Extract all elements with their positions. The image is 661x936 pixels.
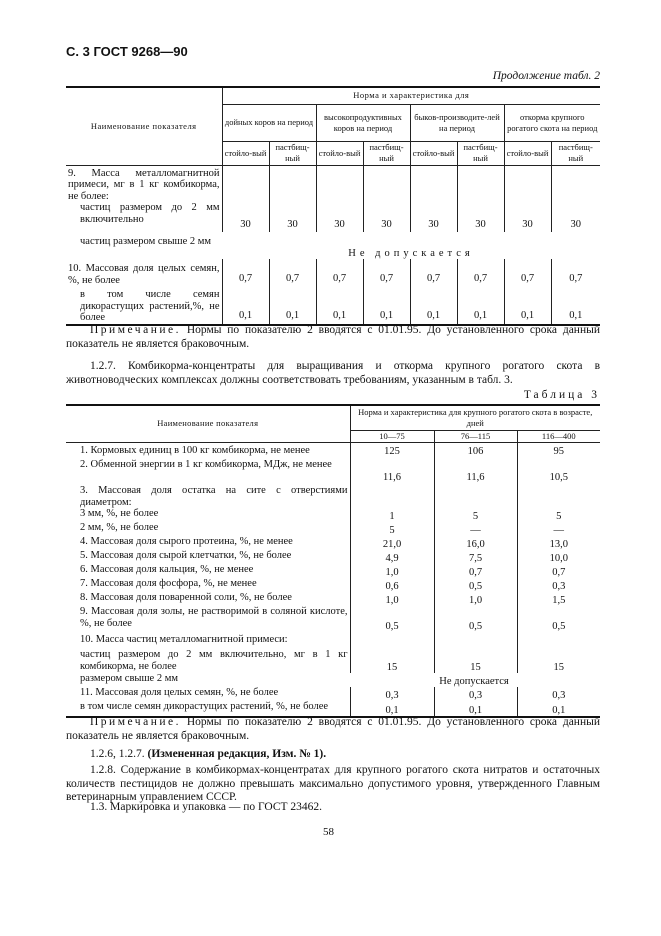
cell-value: 15 bbox=[350, 647, 434, 673]
row-label: 10. Массовая доля целых семян, %, не более bbox=[68, 263, 220, 286]
table-row bbox=[66, 442, 600, 457]
row-label: 4. Массовая доля сырого протеина, %, не менее bbox=[80, 536, 293, 547]
t2-group-header: откорма крупного рогатого скота на период bbox=[504, 104, 600, 141]
cell-value: 7,5 bbox=[434, 550, 517, 564]
cell-value: 0,1 bbox=[410, 286, 457, 325]
cell-value: 0,5 bbox=[434, 578, 517, 592]
cell-value: 0,1 bbox=[504, 286, 551, 325]
row-label: размером свыше 2 мм bbox=[80, 673, 178, 684]
cell-value: 125 bbox=[350, 442, 434, 457]
row-label: 3 мм, %, не более bbox=[80, 508, 159, 519]
table-row bbox=[66, 550, 600, 564]
cell-merged: Не допускается bbox=[348, 247, 474, 259]
cell-value: 0,7 bbox=[222, 259, 269, 286]
cell-value: 0,7 bbox=[551, 259, 600, 286]
cell-value: 30 bbox=[551, 202, 600, 232]
page-header: С. 3 ГОСТ 9268—90 bbox=[66, 44, 188, 59]
row-label: 11. Массовая доля целых семян, %, не более bbox=[80, 687, 279, 698]
cell-value: 1,5 bbox=[517, 592, 600, 606]
t3-age-header: 76—115 bbox=[434, 430, 517, 442]
cell-value: 10,5 bbox=[517, 457, 600, 483]
table-row bbox=[66, 632, 600, 647]
t2-group-header: быков-производите-лей на период bbox=[410, 104, 504, 141]
cell-value: 0,1 bbox=[363, 286, 410, 325]
table-row bbox=[66, 687, 600, 701]
table-continuation-label: Продолжение табл. 2 bbox=[492, 70, 600, 82]
cell-value: — bbox=[434, 522, 517, 536]
t2-sub-header: пастбищ-ный bbox=[551, 141, 600, 165]
row-label: 2 мм, %, не более bbox=[80, 522, 159, 533]
paragraph-1-2-7: 1.2.7. Комбикорма-концентраты для выращивания и откорма крупного рогатого скота в животноводческих комплексах должны соответствовать требованиям, указанным в табл. 3. bbox=[66, 360, 600, 386]
note-text: Нормы по показателю 2 вводятся с 01.01.95. До установленного срока данный показатель не является браковочным. bbox=[66, 324, 600, 350]
amendment-prefix: 1.2.6, 1.2.7. bbox=[90, 748, 148, 760]
cell-value: 15 bbox=[517, 647, 600, 673]
t2-sub-header: стойло-вый bbox=[410, 141, 457, 165]
cell-value: 1,0 bbox=[434, 592, 517, 606]
t3-age-header: 116—400 bbox=[517, 430, 600, 442]
paragraph-amendment bbox=[66, 748, 600, 762]
table-row bbox=[66, 508, 600, 522]
t2-group-header: дойных коров на период bbox=[222, 104, 316, 141]
amendment-bold: (Измененная редакция, Изм. № 1). bbox=[147, 748, 327, 760]
table-row bbox=[66, 483, 600, 508]
cell-value: 5 bbox=[517, 508, 600, 522]
t2-sub-header: пастбищ-ный bbox=[269, 141, 316, 165]
cell-value: 1,0 bbox=[350, 592, 434, 606]
cell-value: 95 bbox=[517, 442, 600, 457]
cell-value: 106 bbox=[434, 442, 517, 457]
cell-value: 0,6 bbox=[350, 578, 434, 592]
row-label: 7. Массовая доля фосфора, %, не менее bbox=[80, 578, 257, 589]
t2-col-name-header: Наименование показателя bbox=[66, 87, 222, 165]
table-row bbox=[66, 578, 600, 592]
table-row bbox=[66, 564, 600, 578]
cell-value: 30 bbox=[316, 202, 363, 232]
cell-value: 4,9 bbox=[350, 550, 434, 564]
cell-value: 0,1 bbox=[551, 286, 600, 325]
row-label: в том числе семян дикорастущих растений, %, не более bbox=[66, 701, 350, 717]
t3-col-name-header: Наименование показателя bbox=[66, 405, 350, 442]
cell-value: 11,6 bbox=[350, 457, 434, 483]
row-label: частиц размером до 2 мм включительно, мг в 1 кг комбикорма, не более bbox=[80, 649, 348, 672]
cell-value: 0,7 bbox=[517, 564, 600, 578]
cell-value: 0,1 bbox=[434, 701, 517, 717]
cell-value: 30 bbox=[504, 202, 551, 232]
table-row bbox=[66, 165, 600, 202]
cell-value: 0,7 bbox=[363, 259, 410, 286]
table-3 bbox=[66, 404, 600, 718]
cell-value: 0,3 bbox=[434, 687, 517, 701]
cell-value: 0,1 bbox=[269, 286, 316, 325]
t2-sub-header: стойло-вый bbox=[504, 141, 551, 165]
cell-value: 1 bbox=[350, 508, 434, 522]
cell-value: 0,5 bbox=[350, 606, 434, 632]
cell-value: 11,6 bbox=[434, 457, 517, 483]
cell-value: 30 bbox=[457, 202, 504, 232]
cell-value: 13,0 bbox=[517, 536, 600, 550]
cell-value: 0,7 bbox=[434, 564, 517, 578]
cell-value: 5 bbox=[434, 508, 517, 522]
page-number: 58 bbox=[323, 826, 334, 838]
note-1 bbox=[66, 324, 600, 351]
cell-value: 0,3 bbox=[517, 578, 600, 592]
row-label: 6. Массовая доля кальция, %, не менее bbox=[80, 564, 254, 575]
cell-value: — bbox=[517, 522, 600, 536]
cell-value: 0,5 bbox=[517, 606, 600, 632]
table-row bbox=[66, 457, 600, 483]
cell-value: 30 bbox=[222, 202, 269, 232]
note-label: Примечание. bbox=[90, 716, 181, 728]
table-row bbox=[66, 701, 600, 717]
row-label: в том числе семян дикорастущих растений,%, не более bbox=[66, 286, 222, 325]
cell-value: 15 bbox=[434, 647, 517, 673]
table-2 bbox=[66, 86, 600, 326]
table-3-caption: Таблица 3 bbox=[523, 389, 600, 401]
cell-value: 0,7 bbox=[504, 259, 551, 286]
cell-value: 30 bbox=[410, 202, 457, 232]
table-row bbox=[66, 522, 600, 536]
table-row bbox=[66, 286, 600, 325]
row-label: 9. Масса металломагнитной примеси, мг в 1 кг комбикорма, не более: bbox=[68, 167, 220, 202]
cell-value: 0,1 bbox=[350, 701, 434, 717]
row-label: 8. Массовая доля поваренной соли, %, не более bbox=[80, 592, 292, 603]
table-row bbox=[66, 232, 600, 259]
cell-value: 0,3 bbox=[517, 687, 600, 701]
cell-value: 0,1 bbox=[517, 701, 600, 717]
cell-value: 16,0 bbox=[434, 536, 517, 550]
row-label: 1. Кормовых единиц в 100 кг комбикорма, не менее bbox=[80, 444, 310, 456]
cell-value: 0,1 bbox=[316, 286, 363, 325]
cell-value: 0,1 bbox=[457, 286, 504, 325]
table-row bbox=[66, 202, 600, 232]
row-label: частиц размером свыше 2 мм bbox=[80, 236, 212, 247]
table-row bbox=[66, 673, 600, 687]
cell-value: 0,1 bbox=[222, 286, 269, 325]
cell-merged: Не допускается bbox=[439, 675, 509, 687]
table-row bbox=[66, 259, 600, 286]
cell-value: 0,5 bbox=[434, 606, 517, 632]
cell-value: 0,7 bbox=[269, 259, 316, 286]
t2-sub-header: пастбищ-ный bbox=[457, 141, 504, 165]
cell-value: 30 bbox=[269, 202, 316, 232]
table-row bbox=[66, 647, 600, 673]
cell-value: 0,7 bbox=[410, 259, 457, 286]
note-text: Нормы по показателю 2 вводятся с 01.01.95. До установленного срока данный показатель не является браковочным. bbox=[66, 716, 600, 742]
cell-value: 0,7 bbox=[316, 259, 363, 286]
t3-age-header: 10—75 bbox=[350, 430, 434, 442]
cell-value: 10,0 bbox=[517, 550, 600, 564]
row-label: частиц размером до 2 мм включительно bbox=[80, 202, 220, 225]
table-row bbox=[66, 592, 600, 606]
cell-value: 5 bbox=[350, 522, 434, 536]
paragraph-1-2-8: 1.2.8. Содержание в комбикормах-концентратах для крупного рогатого скота нитратов и остаточных количеств пестицидов не должно превышать максимально допустимого уровня, утвержденного Главным ветеринарным управлением СССР. bbox=[66, 764, 600, 803]
table-row bbox=[66, 536, 600, 550]
t2-sub-header: пастбищ-ный bbox=[363, 141, 410, 165]
t2-norm-header: Норма и характеристика для bbox=[222, 87, 600, 104]
cell-value: 1,0 bbox=[350, 564, 434, 578]
note-2 bbox=[66, 716, 600, 743]
t2-group-header: высокопродуктивных коров на период bbox=[316, 104, 410, 141]
note-label: Примечание. bbox=[90, 324, 181, 336]
cell-value: 0,3 bbox=[350, 687, 434, 701]
table-row bbox=[66, 606, 600, 632]
row-label: 3. Массовая доля остатка на сите с отверстиями диаметром: bbox=[80, 485, 348, 508]
cell-value: 30 bbox=[363, 202, 410, 232]
t2-sub-header: стойло-вый bbox=[316, 141, 363, 165]
row-label: 2. Обменной энергии в 1 кг комбикорма, МДж, не менее bbox=[80, 459, 332, 470]
t3-norm-header: Норма и характеристика для крупного рогатого скота в возрасте, дней bbox=[350, 405, 600, 430]
t2-sub-header: стойло-вый bbox=[222, 141, 269, 165]
cell-value: 0,7 bbox=[457, 259, 504, 286]
paragraph-1-3: 1.3. Маркировка и упаковка — по ГОСТ 23462. bbox=[90, 801, 323, 813]
cell-value: 21,0 bbox=[350, 536, 434, 550]
row-label: 5. Массовая доля сырой клетчатки, %, не более bbox=[80, 550, 292, 561]
row-label: 10. Масса частиц металломагнитной примеси: bbox=[80, 634, 288, 645]
row-label: 9. Массовая доля золы, не растворимой в соляной кислоте, %, не более bbox=[80, 606, 348, 629]
